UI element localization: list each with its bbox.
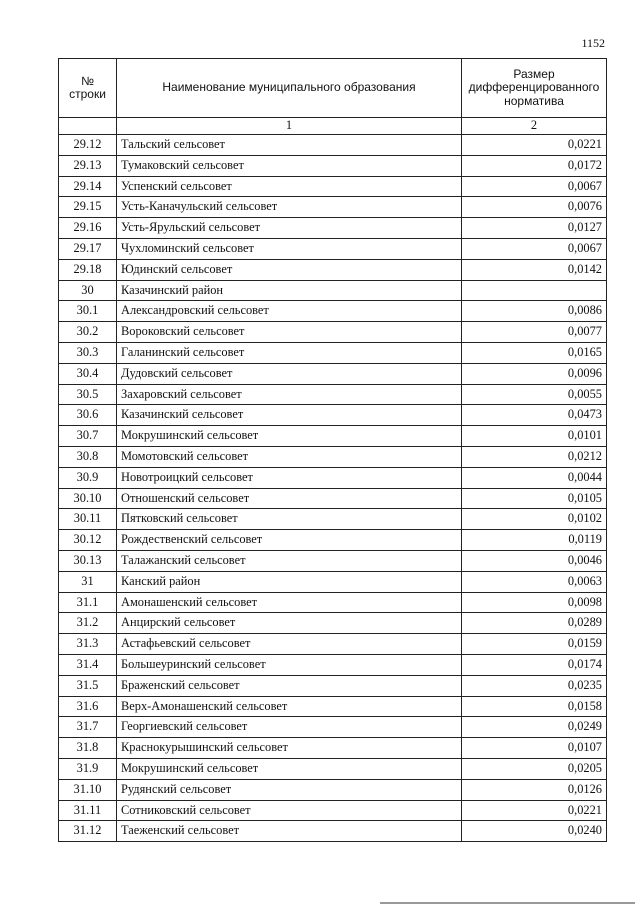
row-number-cell: 30.5: [59, 384, 117, 405]
table-row: [59, 238, 607, 259]
municipality-name-cell: Усть-Каначульский сельсовет: [117, 197, 462, 218]
row-number-cell: 31.1: [59, 592, 117, 613]
normative-value-cell: 0,0221: [462, 135, 607, 156]
column-number-row: [59, 118, 607, 135]
municipality-name-cell: Рудянский сельсовет: [117, 779, 462, 800]
normative-value-cell: 0,0249: [462, 717, 607, 738]
municipality-name-cell: Амонашенский сельсовет: [117, 592, 462, 613]
normative-value-cell: 0,0142: [462, 259, 607, 280]
table-row: [59, 218, 607, 239]
municipality-name-cell: Пятковский сельсовет: [117, 509, 462, 530]
municipality-name-cell: Успенский сельсовет: [117, 176, 462, 197]
table-row: [59, 467, 607, 488]
table-row: [59, 405, 607, 426]
normative-value-cell: 0,0289: [462, 613, 607, 634]
normative-value-cell: 0,0205: [462, 758, 607, 779]
normative-value-cell: 0,0165: [462, 342, 607, 363]
table-row: [59, 717, 607, 738]
normative-value-cell: 0,0044: [462, 467, 607, 488]
municipality-name-cell: Мокрушинский сельсовет: [117, 758, 462, 779]
row-number-cell: 31.2: [59, 613, 117, 634]
normative-value-cell: 0,0240: [462, 821, 607, 842]
municipality-name-cell: Вороковский сельсовет: [117, 322, 462, 343]
normative-value-cell: 0,0077: [462, 322, 607, 343]
municipality-name-cell: Краснокурышинский сельсовет: [117, 738, 462, 759]
row-number-cell: 30.6: [59, 405, 117, 426]
table-row: [59, 342, 607, 363]
municipality-name-cell: Усть-Ярульский сельсовет: [117, 218, 462, 239]
table-header: [59, 59, 607, 135]
row-number-cell: 30.3: [59, 342, 117, 363]
row-number-cell: 30.11: [59, 509, 117, 530]
table-row: [59, 280, 607, 301]
row-number-cell: 31.9: [59, 758, 117, 779]
municipality-name-cell: Тальский сельсовет: [117, 135, 462, 156]
column-number: 1: [117, 118, 462, 135]
municipality-name-cell: Александровский сельсовет: [117, 301, 462, 322]
header-row: [59, 59, 607, 118]
table-body: [59, 135, 607, 842]
row-number-cell: 29.16: [59, 218, 117, 239]
normative-value-cell: 0,0101: [462, 426, 607, 447]
row-number-cell: 31: [59, 571, 117, 592]
normative-value-cell: 0,0086: [462, 301, 607, 322]
municipality-name-cell: Астафьевский сельсовет: [117, 634, 462, 655]
table-row: [59, 571, 607, 592]
row-number-cell: 29.18: [59, 259, 117, 280]
table-row: [59, 696, 607, 717]
municipality-name-cell: Георгиевский сельсовет: [117, 717, 462, 738]
row-number-cell: 31.10: [59, 779, 117, 800]
normative-value-cell: 0,0126: [462, 779, 607, 800]
row-number-cell: 30.9: [59, 467, 117, 488]
table-row: [59, 384, 607, 405]
municipality-name-cell: Сотниковский сельсовет: [117, 800, 462, 821]
normative-value-cell: 0,0119: [462, 530, 607, 551]
normatives-table: [58, 58, 607, 842]
table-row: [59, 197, 607, 218]
table-row: [59, 322, 607, 343]
municipality-name-cell: Верх-Амонашенский сельсовет: [117, 696, 462, 717]
row-number-cell: 30.2: [59, 322, 117, 343]
table-row: [59, 259, 607, 280]
row-number-cell: 29.12: [59, 135, 117, 156]
municipality-name-cell: Захаровский сельсовет: [117, 384, 462, 405]
normative-value-cell: 0,0107: [462, 738, 607, 759]
normative-value-cell: 0,0174: [462, 654, 607, 675]
table-row: [59, 176, 607, 197]
municipality-name-cell: Канский район: [117, 571, 462, 592]
municipality-name-cell: Момотовский сельсовет: [117, 446, 462, 467]
table-row: [59, 592, 607, 613]
table-row: [59, 738, 607, 759]
table-row: [59, 550, 607, 571]
row-number-cell: 29.13: [59, 155, 117, 176]
table-row: [59, 675, 607, 696]
page-number: 1152: [581, 36, 605, 50]
row-number-cell: 30.8: [59, 446, 117, 467]
scan-edge-line: [380, 902, 635, 904]
table-row: [59, 758, 607, 779]
table-row: [59, 821, 607, 842]
normative-value-cell: 0,0159: [462, 634, 607, 655]
header-normative-size: Размер дифференцированного норматива: [462, 59, 607, 118]
municipality-name-cell: Большеуринский сельсовет: [117, 654, 462, 675]
table-row: [59, 155, 607, 176]
row-number-cell: 30.7: [59, 426, 117, 447]
normative-value-cell: 0,0067: [462, 238, 607, 259]
normative-value-cell: 0,0076: [462, 197, 607, 218]
municipality-name-cell: Дудовский сельсовет: [117, 363, 462, 384]
municipality-name-cell: Казачинский сельсовет: [117, 405, 462, 426]
municipality-name-cell: Мокрушинский сельсовет: [117, 426, 462, 447]
municipality-name-cell: Анцирский сельсовет: [117, 613, 462, 634]
municipality-name-cell: Талажанский сельсовет: [117, 550, 462, 571]
table-row: [59, 779, 607, 800]
normative-value-cell: 0,0098: [462, 592, 607, 613]
normative-value-cell: 0,0235: [462, 675, 607, 696]
row-number-cell: 30.4: [59, 363, 117, 384]
municipality-name-cell: Браженский сельсовет: [117, 675, 462, 696]
municipality-name-cell: Отношенский сельсовет: [117, 488, 462, 509]
table-row: [59, 613, 607, 634]
row-number-cell: 30.12: [59, 530, 117, 551]
header-municipality-name: Наименование муниципального образования: [117, 59, 462, 118]
row-number-cell: 29.15: [59, 197, 117, 218]
row-number-cell: 31.5: [59, 675, 117, 696]
table-row: [59, 135, 607, 156]
municipality-name-cell: Новотроицкий сельсовет: [117, 467, 462, 488]
row-number-cell: 31.12: [59, 821, 117, 842]
normative-value-cell: 0,0221: [462, 800, 607, 821]
row-number-cell: 30: [59, 280, 117, 301]
row-number-cell: 31.11: [59, 800, 117, 821]
table-row: [59, 301, 607, 322]
municipality-name-cell: Юдинский сельсовет: [117, 259, 462, 280]
table-row: [59, 363, 607, 384]
municipality-name-cell: Казачинский район: [117, 280, 462, 301]
table-row: [59, 654, 607, 675]
header-row-number: № строки: [59, 59, 117, 118]
table-row: [59, 530, 607, 551]
row-number-cell: 29.14: [59, 176, 117, 197]
row-number-cell: 30.10: [59, 488, 117, 509]
row-number-cell: 30.13: [59, 550, 117, 571]
normative-value-cell: 0,0473: [462, 405, 607, 426]
municipality-name-cell: Рождественский сельсовет: [117, 530, 462, 551]
municipality-name-cell: Таеженский сельсовет: [117, 821, 462, 842]
table-row: [59, 634, 607, 655]
column-number: [59, 118, 117, 135]
normative-value-cell: 0,0096: [462, 363, 607, 384]
normative-value-cell: 0,0158: [462, 696, 607, 717]
row-number-cell: 31.6: [59, 696, 117, 717]
normative-value-cell: 0,0172: [462, 155, 607, 176]
row-number-cell: 30.1: [59, 301, 117, 322]
municipality-name-cell: Галанинский сельсовет: [117, 342, 462, 363]
normative-value-cell: 0,0063: [462, 571, 607, 592]
normative-value-cell: 0,0055: [462, 384, 607, 405]
table-row: [59, 509, 607, 530]
normative-value-cell: 0,0067: [462, 176, 607, 197]
row-number-cell: 31.3: [59, 634, 117, 655]
table-row: [59, 446, 607, 467]
row-number-cell: 31.7: [59, 717, 117, 738]
column-number: 2: [462, 118, 607, 135]
row-number-cell: 31.8: [59, 738, 117, 759]
normative-value-cell: 0,0127: [462, 218, 607, 239]
table-row: [59, 488, 607, 509]
row-number-cell: 31.4: [59, 654, 117, 675]
table-row: [59, 426, 607, 447]
normative-value-cell: 0,0046: [462, 550, 607, 571]
normative-value-cell: [462, 280, 607, 301]
normative-value-cell: 0,0212: [462, 446, 607, 467]
row-number-cell: 29.17: [59, 238, 117, 259]
normative-value-cell: 0,0102: [462, 509, 607, 530]
table-row: [59, 800, 607, 821]
municipality-name-cell: Чухломинский сельсовет: [117, 238, 462, 259]
municipality-name-cell: Тумаковский сельсовет: [117, 155, 462, 176]
normative-value-cell: 0,0105: [462, 488, 607, 509]
